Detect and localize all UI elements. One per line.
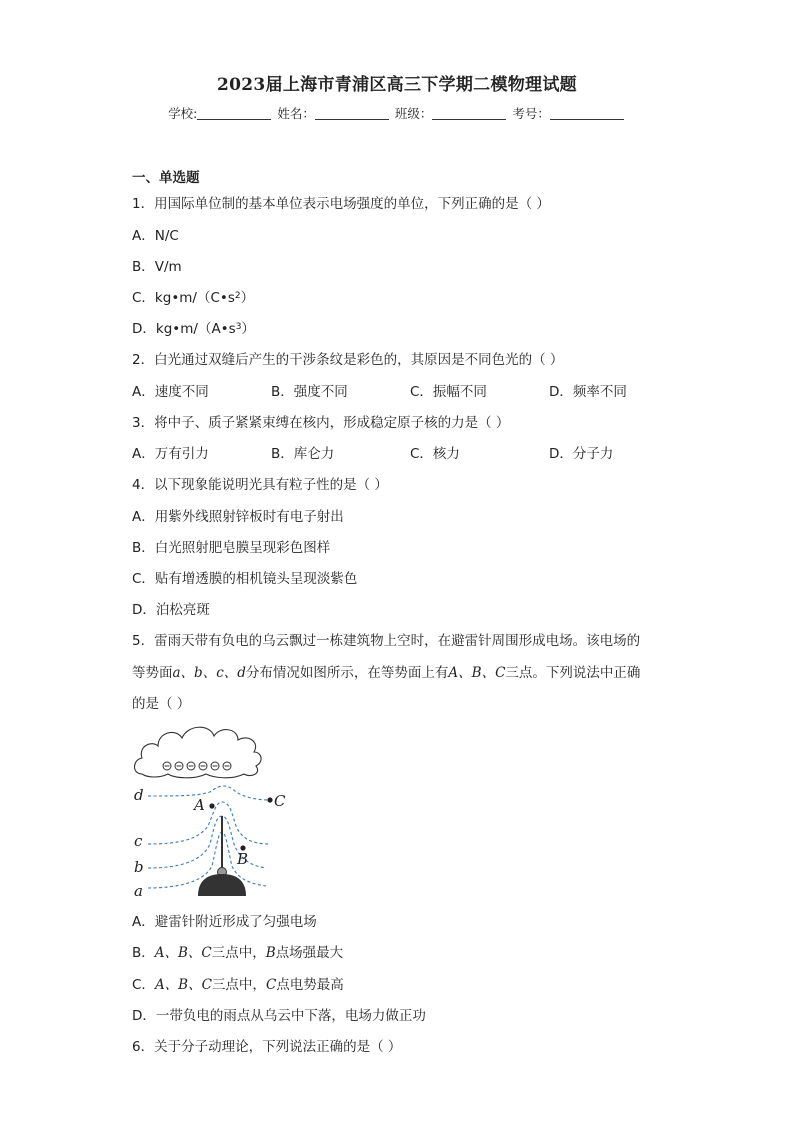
q3-option-a: A．万有引力 xyxy=(132,446,209,462)
lightning-rod-figure xyxy=(128,716,298,902)
q4-option-b: B．白光照射肥皂膜呈现彩色图样 xyxy=(132,540,331,556)
student-info-line xyxy=(0,104,794,122)
q1-stem: 1．用国际单位制的基本单位表示电场强度的单位，下列正确的是（ ） xyxy=(132,196,550,212)
section-title: 一、单选题 xyxy=(132,170,200,186)
exam-title: 2023届上海市青浦区高三下学期二模物理试题 xyxy=(217,75,577,95)
point-C-dot xyxy=(267,797,272,802)
q1-option-b: B．V/m xyxy=(132,259,182,275)
q5-option-c-prefix: C． xyxy=(132,977,155,993)
name-label: 姓名： xyxy=(277,106,315,121)
q1-option-c-close: ） xyxy=(240,290,255,306)
q1-option-d-exponent: 3 xyxy=(235,322,242,332)
q5-stem-surfaces: a、b、c、d xyxy=(172,665,246,681)
q4-option-a: A．用紫外线照射锌板时有电子射出 xyxy=(132,509,344,525)
q3-option-c: C．核力 xyxy=(410,446,460,462)
exam-number-blank xyxy=(550,107,624,120)
q1-option-d-text: D．kg•m/（A•s xyxy=(132,321,236,337)
q5-stem-line1: 5．雷雨天带有负电的乌云飘过一栋建筑物上空时，在避雷针周围形成电场。该电场的 xyxy=(132,633,641,649)
q4-stem: 4．以下现象能说明光具有粒子性的是（ ） xyxy=(132,477,388,493)
equipotential-d xyxy=(148,786,270,800)
point-A-dot xyxy=(209,803,214,808)
q5-option-b-point: B xyxy=(265,945,276,961)
q5-stem-line2 xyxy=(132,661,640,681)
q5-option-c-point: C xyxy=(265,977,277,993)
q5-option-b-points: A、B、C xyxy=(154,945,212,961)
label-point-C: C xyxy=(274,792,286,810)
q5-stem-text3: 三点。下列说法中正确 xyxy=(505,665,641,681)
label-b: b xyxy=(134,858,144,876)
q5-option-d: D．一带负电的雨点从乌云中下落，电场力做正功 xyxy=(132,1008,426,1024)
building-dome xyxy=(198,874,246,896)
q5-option-c-mid: 三点中， xyxy=(211,977,266,993)
q3-stem: 3．将中子、质子紧紧束缚在核内，形成稳定原子核的力是（ ） xyxy=(132,415,510,431)
label-a: a xyxy=(134,882,143,900)
q1-option-c xyxy=(132,286,254,306)
q5-option-c xyxy=(132,973,344,993)
q1-option-c-exponent: 2 xyxy=(234,291,241,301)
label-d: d xyxy=(134,786,144,804)
q1-option-a: A．N/C xyxy=(132,228,179,244)
q6-stem: 6．关于分子动理论，下列说法正确的是（ ） xyxy=(132,1039,402,1055)
label-point-A: A xyxy=(194,796,205,814)
q5-option-b-prefix: B． xyxy=(132,945,155,961)
cloud-shape xyxy=(135,727,262,778)
class-blank xyxy=(432,107,506,120)
school-label: 学校: xyxy=(168,106,198,121)
q5-option-a: A．避雷针附近形成了匀强电场 xyxy=(132,914,317,930)
q5-option-b-suffix: 点场强最大 xyxy=(275,945,344,961)
q5-option-c-points: A、B、C xyxy=(154,977,212,993)
q5-stem-line3: 的是（ ） xyxy=(132,696,191,712)
q5-option-c-suffix: 点电势最高 xyxy=(276,977,344,993)
q4-option-c: C．贴有增透膜的相机镜头呈现淡紫色 xyxy=(132,571,358,587)
q1-option-c-text: C．kg•m/（C•s xyxy=(132,290,235,306)
q1-option-d xyxy=(132,317,255,337)
q5-stem-text2: 分布情况如图所示，在等势面上有 xyxy=(245,665,449,681)
equipotential-c xyxy=(148,802,270,844)
q2-option-a: A．速度不同 xyxy=(132,384,209,400)
q2-stem: 2．白光通过双缝后产生的干涉条纹是彩色的，其原因是不同色光的（ ） xyxy=(132,352,564,368)
exam-number-label: 考号： xyxy=(512,106,550,121)
equipotential-b xyxy=(148,816,266,868)
q5-option-b xyxy=(132,941,343,961)
label-c: c xyxy=(134,832,143,850)
q5-option-b-mid: 三点中， xyxy=(211,945,266,961)
class-label: 班级： xyxy=(394,106,433,121)
name-blank xyxy=(315,107,389,120)
q4-option-d: D．泊松亮斑 xyxy=(132,602,210,618)
label-point-B: B xyxy=(237,850,249,868)
q3-option-d: D．分子力 xyxy=(549,446,614,462)
q2-option-d: D．频率不同 xyxy=(549,384,627,400)
q5-stem-points: A、B、C xyxy=(448,665,506,681)
q2-option-b: B．强度不同 xyxy=(271,384,348,400)
school-blank xyxy=(197,107,271,120)
q1-option-d-close: ） xyxy=(241,321,255,337)
q2-option-c: C．振幅不同 xyxy=(410,384,487,400)
equipotential-lines xyxy=(148,786,270,888)
q5-stem-text1: 等势面 xyxy=(132,665,173,681)
q3-option-b: B．库仑力 xyxy=(271,446,335,462)
